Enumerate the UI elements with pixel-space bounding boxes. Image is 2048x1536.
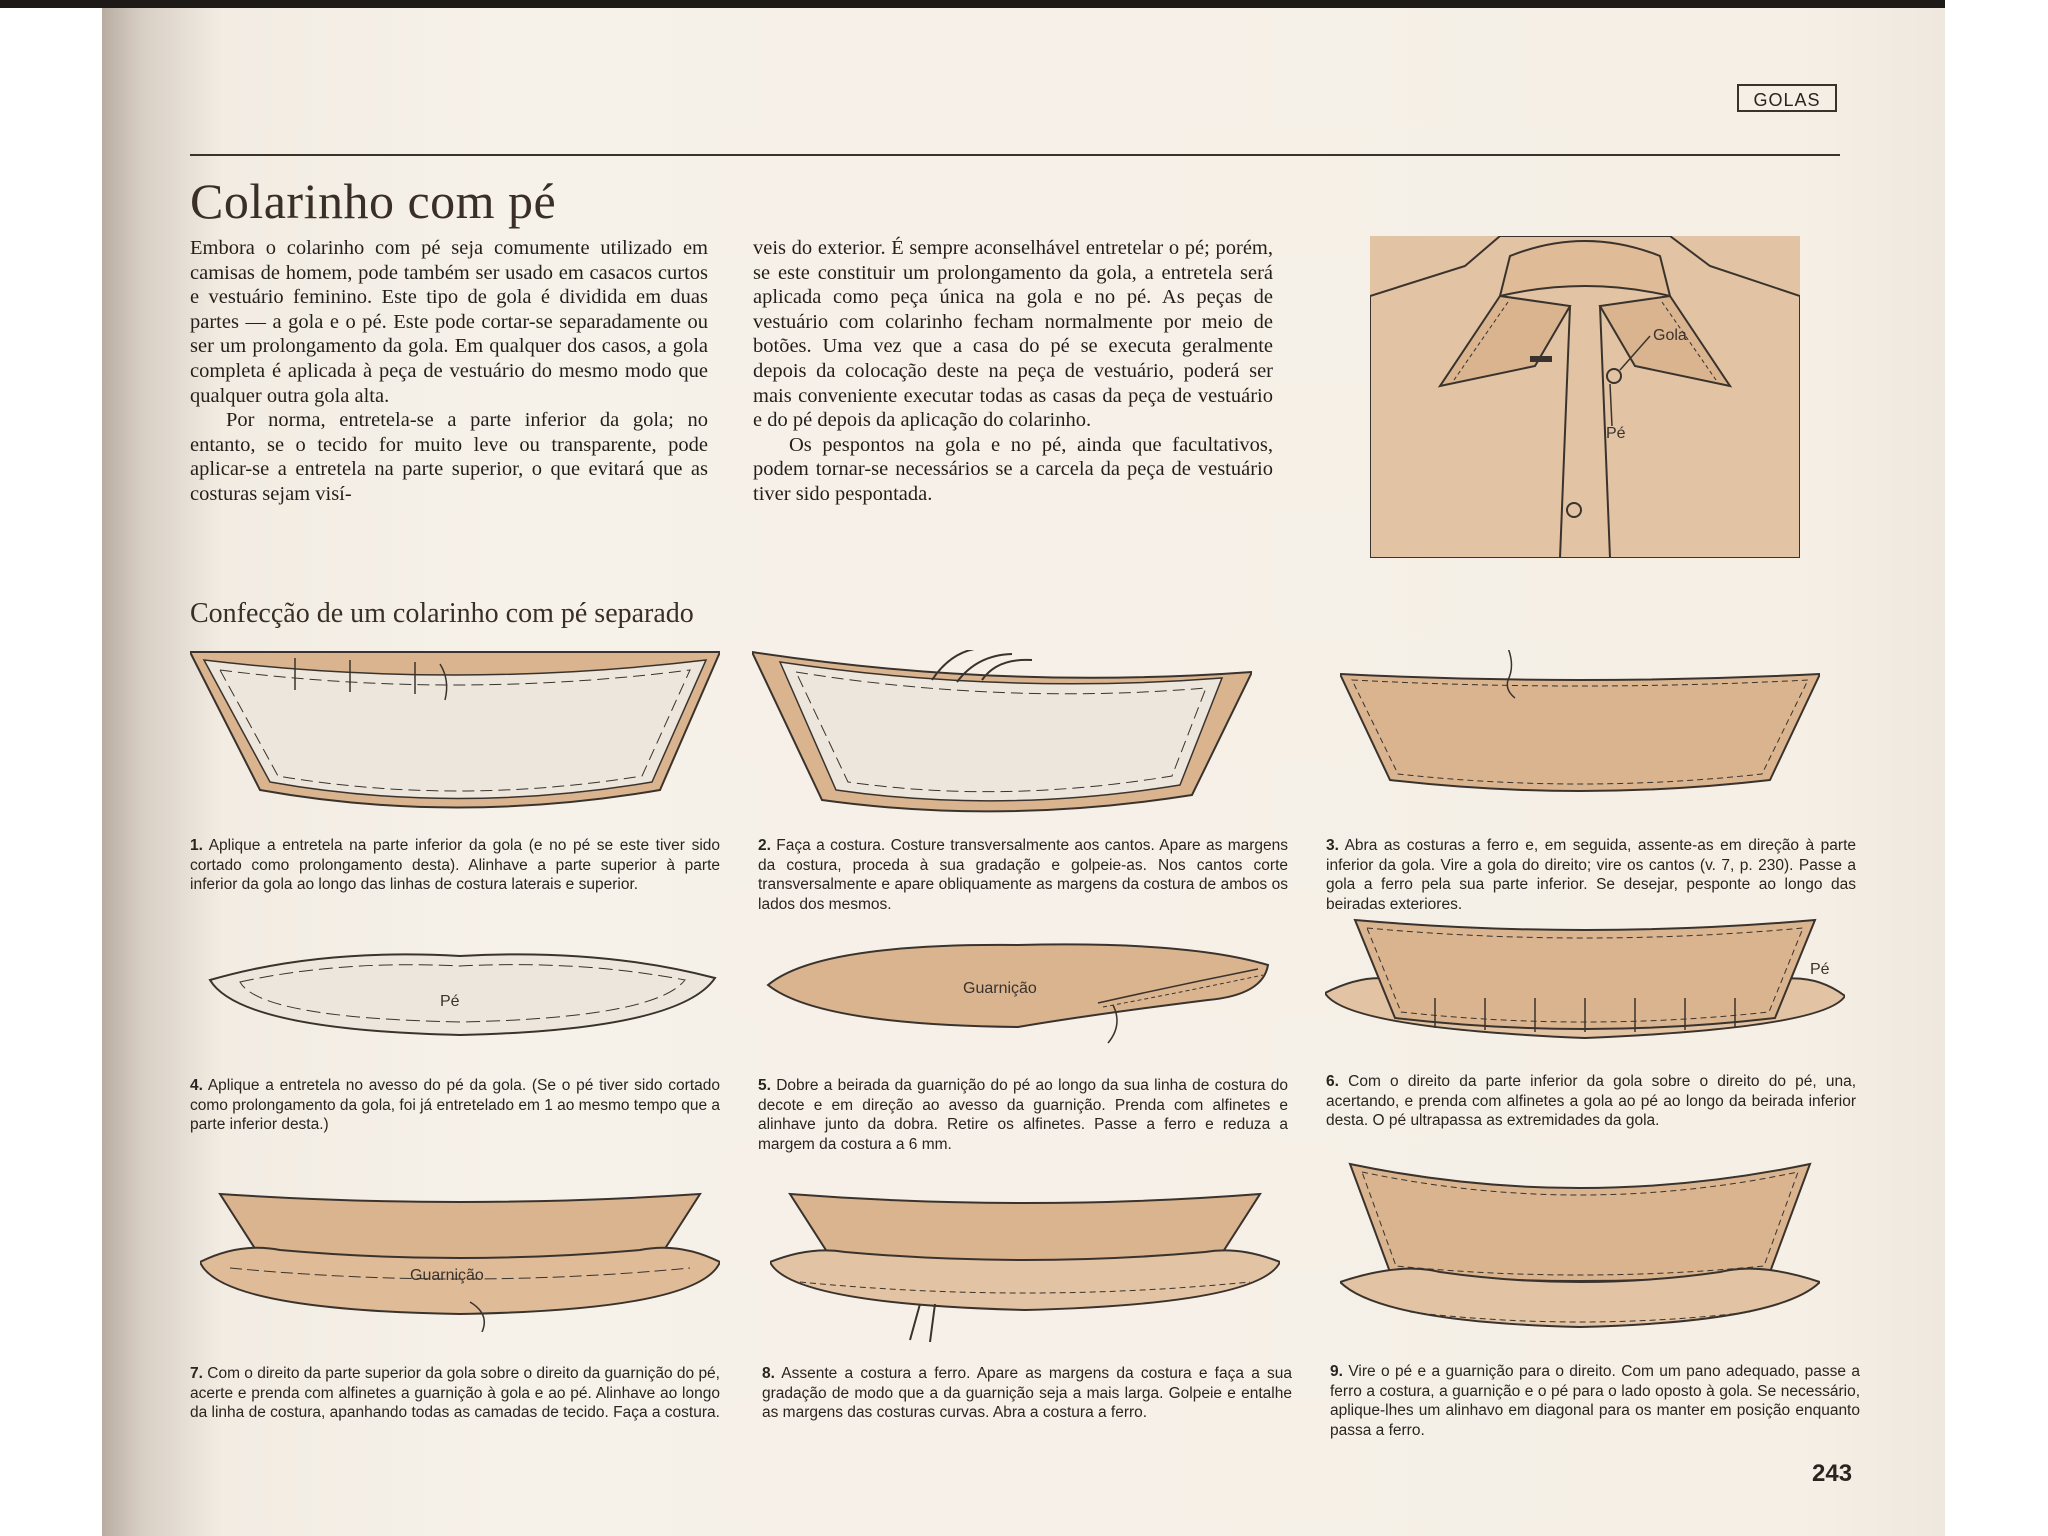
step-7-number: 7. <box>190 1365 203 1382</box>
step-4-caption <box>190 1076 720 1135</box>
label-pe: Pé <box>1606 425 1626 442</box>
label-guarnicao-step7: Guarnição <box>410 1267 484 1284</box>
step-8-number: 8. <box>762 1365 775 1382</box>
header-rule <box>190 154 1840 156</box>
step-4-text: Aplique a entretela no avesso do pé da gola. (Se o pé tiver sido cortado como prolongamento da gola, foi já entretelado em 1 ao mesmo tempo que a parte inferior desta.) <box>190 1077 720 1133</box>
step-1-illustration <box>190 650 720 820</box>
step-8-text: Assente a costura a ferro. Apare as margens da costura e faça a sua gradação de modo que a da guarnição seja a mais larga. Golpeie e entalhe as margens das costuras curvas. Abra a costura a ferro. <box>762 1365 1293 1421</box>
shirt-collar-illustration <box>1370 236 1800 558</box>
label-guarnicao-step5: Guarnição <box>963 980 1037 997</box>
page-number: 243 <box>1812 1460 1853 1487</box>
intro-paragraph-1: Embora o colarinho com pé seja comumente utilizado em camisas de homem, pode também ser usado em casacos curtos e vestuário feminino. Este tipo de gola é dividida em duas partes — a gola e o pé. Este pode cortar-se separadamente ou ser um prolongamento da gola. Em qualquer dos casos, a gola completa é aplicada à peça de vestuário do mesmo modo que qualquer outra gola alta. <box>190 237 708 407</box>
step-7-caption <box>190 1364 720 1423</box>
step-2-number: 2. <box>758 837 771 854</box>
intro-column-1 <box>190 236 708 507</box>
step-1-number: 1. <box>190 837 203 854</box>
intro-paragraph-2: Por norma, entretela-se a parte inferior da gola; no entanto, se o tecido for muito leve ou transparente, pode aplicar-se a entretela na parte superior, o que evitará que as costuras sejam visí- <box>190 409 708 505</box>
step-5-caption <box>758 1076 1288 1154</box>
step-2-caption <box>758 836 1288 914</box>
step-7-text: Com o direito da parte superior da gola sobre o direito da guarnição do pé, acerte e prenda com alfinetes a guarnição à gola e ao pé. Alinhave ao longo da linha de costura, apanhando todas as camadas de tecido. Faça a costura. <box>190 1365 720 1421</box>
intro-paragraph-3: veis do exterior. É sempre aconselhável entretelar o pé; porém, se este constituir um prolongamento da gola, a entretela será aplicada como peça única na gola e no pé. As peças de vestuário com colarinho fecham normalmente por meio de botões. Uma vez que a casa do pé se executa geralmente depois da colocação deste na peça de vestuário, poderá ser mais conveniente executar todas as casas da peça de vestuário e do pé depois da aplicação do colarinho. <box>753 237 1273 432</box>
step-8-caption <box>762 1364 1292 1423</box>
step-3-illustration <box>1340 650 1820 800</box>
step-9-text: Vire o pé e a guarnição para o direito. Com um pano adequado, passe a ferro a costura, a guarnição e o pé para o lado oposto à gola. Se necessário, aplique-lhes um alinhavo em diagonal para os manter em posição enquanto passa a ferro. <box>1330 1363 1860 1439</box>
step-6-caption <box>1326 1072 1856 1131</box>
step-5-text: Dobre a beirada da guarnição do pé ao longo da sua linha de costura do decote e em direção ao avesso da guarnição. Prenda com alfinetes e alinhave junto da dobra. Retire os alfinetes. Passe a ferro e reduza a margem da costura a 6 mm. <box>758 1077 1289 1153</box>
step-3-caption <box>1326 836 1856 914</box>
label-gola: Gola <box>1653 327 1687 344</box>
step-2-text: Faça a costura. Costure transversalmente aos cantos. Apare as margens da costura, proceda à sua gradação e golpeie-as. Nos cantos corte transversalmente e apare obliquamente as margens da costura de ambos os lados dos mesmos. <box>758 837 1288 913</box>
step-4-illustration <box>200 940 720 1040</box>
section-tag: GOLAS <box>1737 84 1837 112</box>
step-6-illustration <box>1325 918 1845 1058</box>
scan-top-border <box>0 0 2048 8</box>
step-2-illustration <box>752 650 1252 820</box>
scan-right-margin <box>1945 0 2048 1536</box>
step-5-illustration <box>758 925 1278 1045</box>
step-3-text: Abra as costuras a ferro e, em seguida, assente-as em direção à parte inferior da gola. Vire a gola do direito; vire os cantos (v. 7, p. 230). Passe a gola a ferro pela sua parte inferior. Se desejar, pesponte ao longo das beiradas exteriores. <box>1326 837 1857 913</box>
intro-column-2 <box>753 236 1273 507</box>
step-6-number: 6. <box>1326 1073 1339 1090</box>
step-8-illustration <box>770 1192 1280 1342</box>
intro-paragraph-4: Os pespontos na gola e no pé, ainda que facultativos, podem tornar-se necessários se a carcela da peça de vestuário tiver sido pespontada. <box>753 433 1273 505</box>
step-1-text: Aplique a entretela na parte inferior da gola (e no pé se este tiver sido cortado como prolongamento desta). Alinhave a parte superior à parte inferior da gola ao longo das linhas de costura laterais e superior. <box>190 837 721 893</box>
page-title: Colarinho com pé <box>190 173 557 229</box>
step-5-number: 5. <box>758 1077 771 1094</box>
label-pe-step4: Pé <box>440 993 460 1010</box>
label-pe-step6: Pé <box>1810 961 1830 978</box>
section-subtitle: Confecção de um colarinho com pé separado <box>190 598 694 629</box>
step-9-caption <box>1330 1362 1860 1440</box>
step-9-number: 9. <box>1330 1363 1343 1380</box>
step-6-text: Com o direito da parte inferior da gola sobre o direito do pé, una, acertando, e prenda com alfinetes a gola ao pé ao longo da beirada inferior desta. O pé ultrapassa as extremidades da gola. <box>1326 1073 1857 1129</box>
step-9-illustration <box>1340 1162 1820 1352</box>
step-7-illustration <box>200 1192 720 1332</box>
step-1-caption <box>190 836 720 895</box>
step-3-number: 3. <box>1326 837 1339 854</box>
step-4-number: 4. <box>190 1077 203 1094</box>
